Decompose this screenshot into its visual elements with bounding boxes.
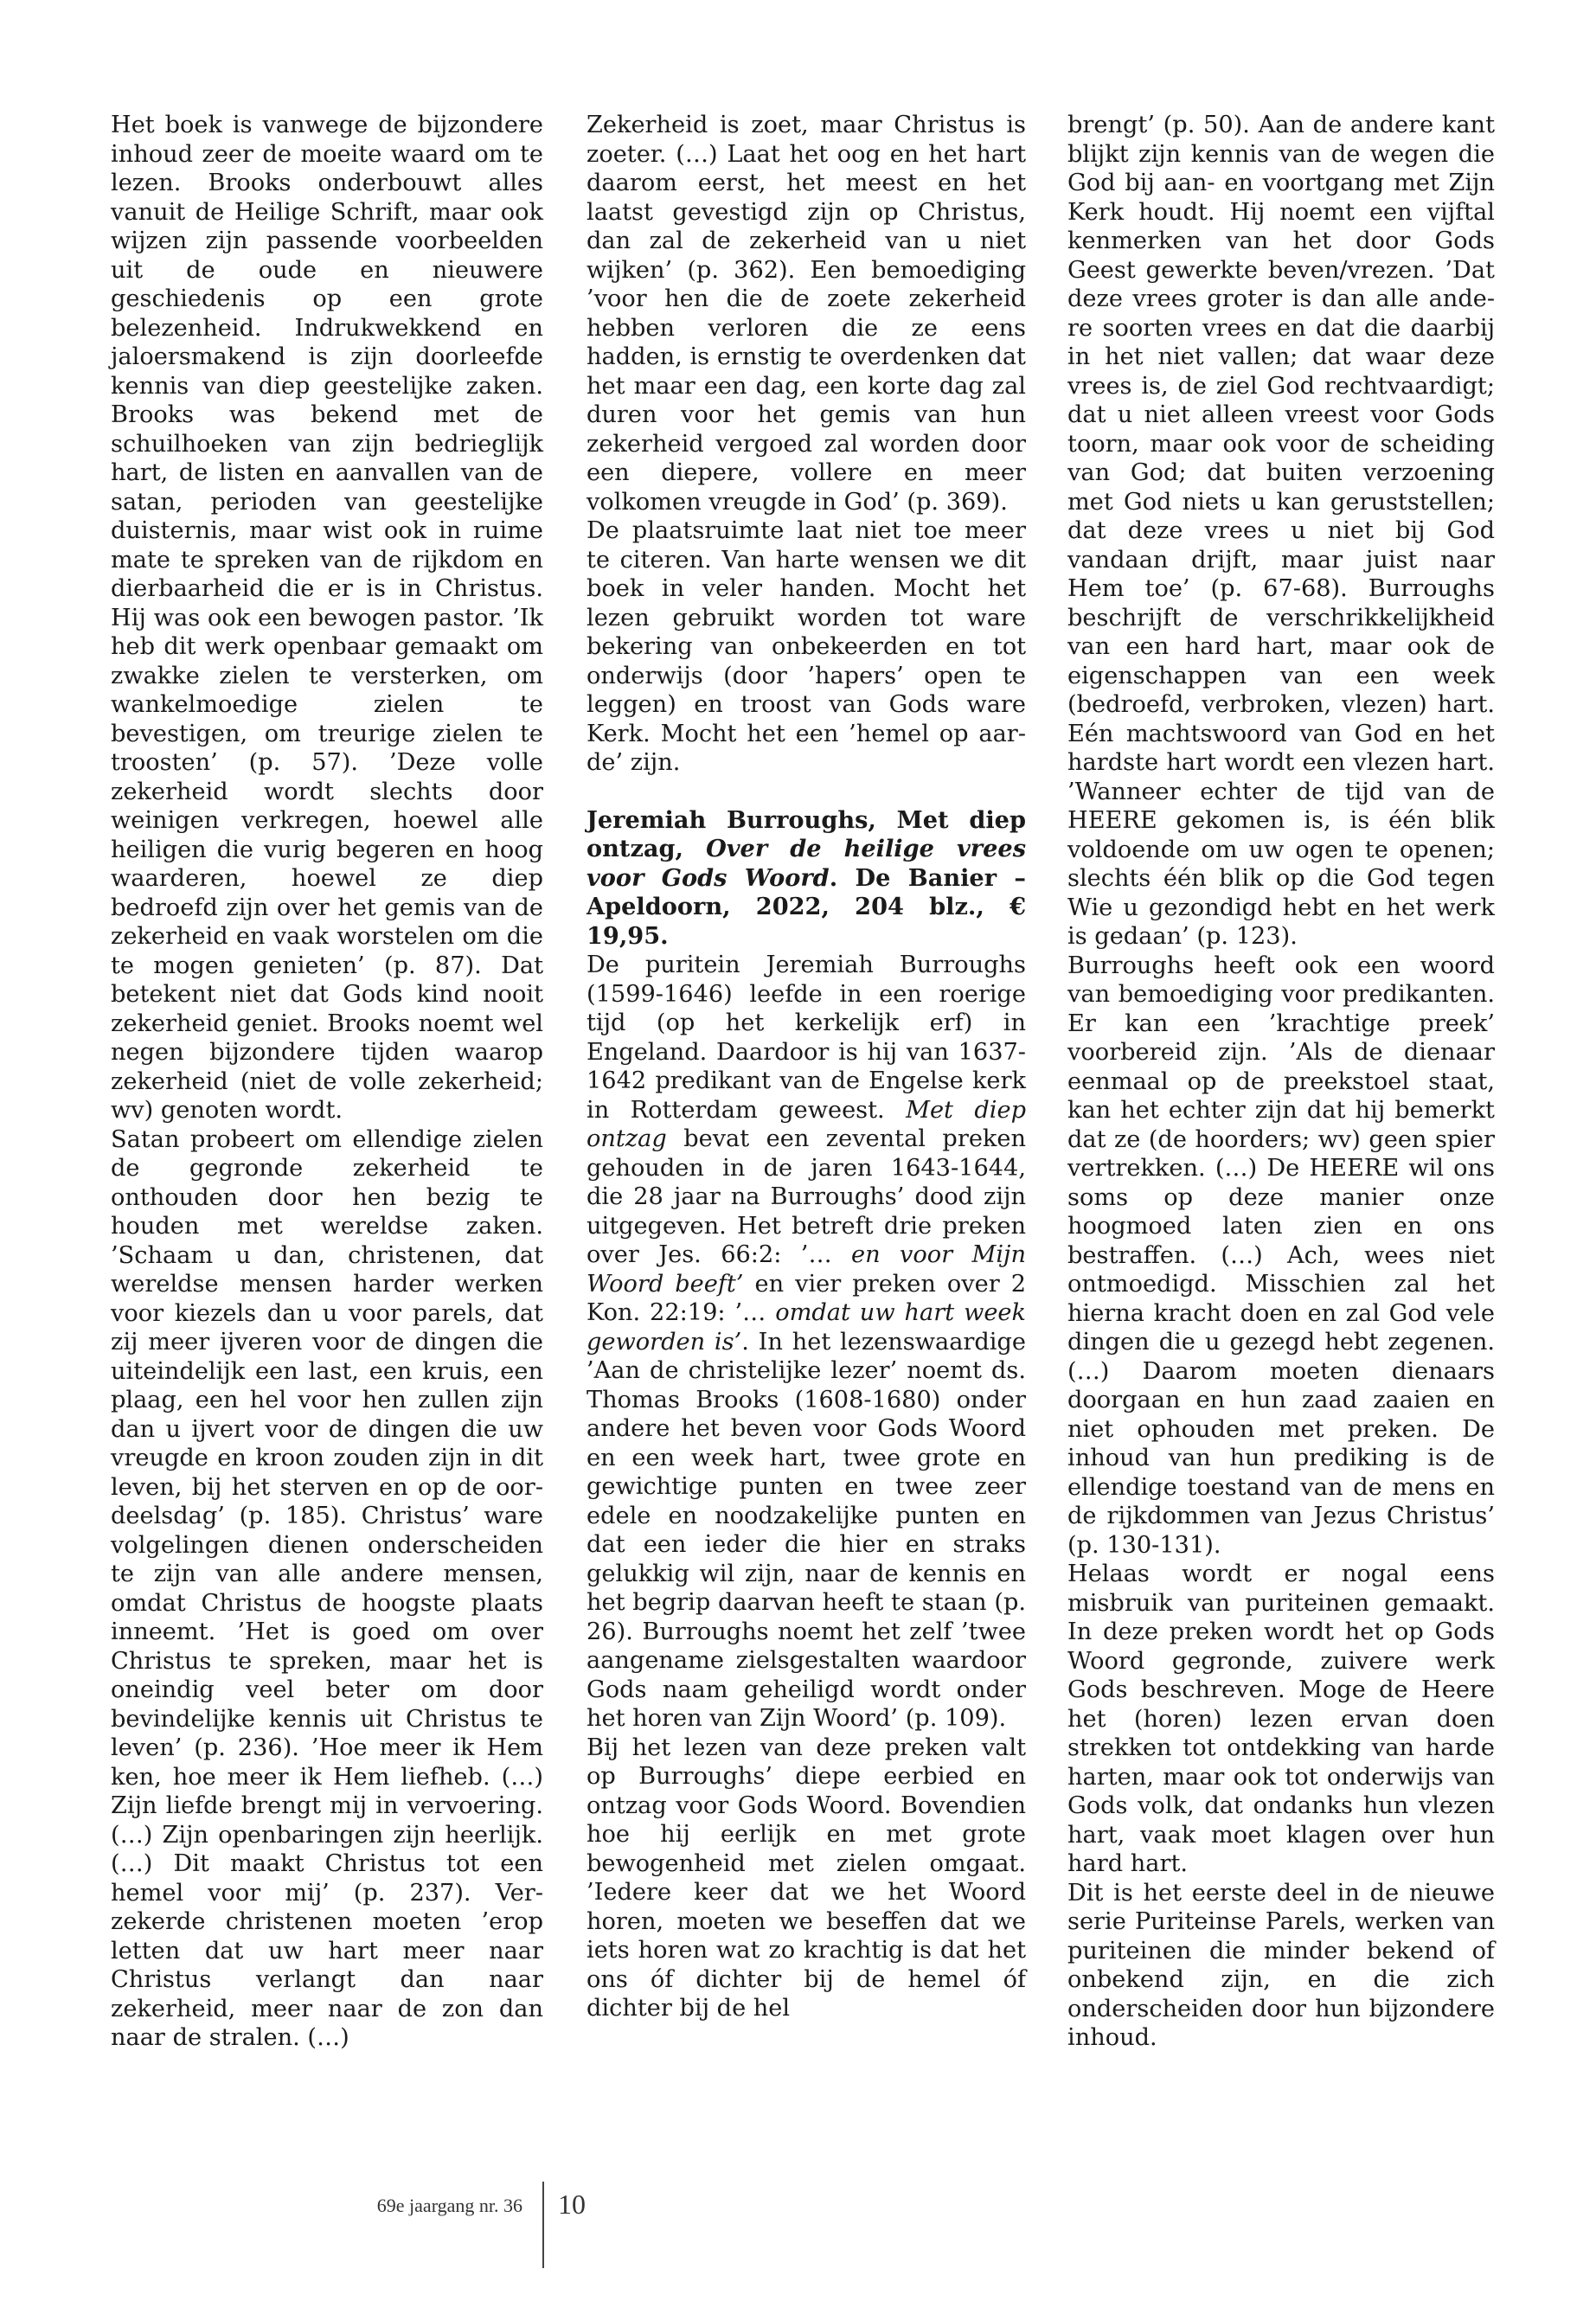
column-right [1067, 111, 1495, 2053]
paragraph: Zekerheid is zoet, maar Christus is zoeter. (…) Laat het oog en het hart daarom eerst, het meest en het laatst gevestigd zijn op Christus, dan zal de zekerheid van u niet wijken’ (p. 362). Een bemoediging ’voor hen die de zoete zekerheid hebben verloren die ze eens hadden, is ernstig te overdenken dat het maar een dag, een korte dag zal duren voor het gemis van hun zekerheid vergoed zal worden door een diepere, vollere en meer volkomen vreugde in God’ (p. 369). [586, 112, 1026, 516]
text-run: en vier preken over 2 Kon. 22:19: ’… [586, 1270, 1027, 1326]
scripture-quote: en voor Mijn Woord beeft’ [586, 1241, 1026, 1298]
paragraph [586, 951, 1026, 1734]
footer-issue: 69e jaargang nr. 36 [376, 2195, 522, 2216]
heading-author: Jeremiah Burroughs, Met diep ontzag, [586, 805, 1026, 862]
page-number: 10 [558, 2189, 586, 2220]
heading-publisher: . De Banier – Apeldoorn, 2022, 204 blz., € 19,95. [586, 863, 1026, 950]
book-review-heading [586, 806, 1026, 952]
paragraph: Het boek is vanwege de bijzondere inhoud zeer de moeite waard om te lezen. Brooks onderbouwt alles vanuit de Heilige Schrift, maar ook wijzen zijn passende voorbeelden uit de oude en nieuwere geschiedenis op een grote belezenheid. Indrukwekkend en jaloersmakend is zijn doorleefde kennis van diep geestelijke zaken. Brooks was bekend met de schuilhoeken van zijn bedrieglijk hart, de listen en aanvallen van de satan, perioden van geestelijke duisternis, maar wist ook in ruime mate te spreken van de rijkdom en dierbaarheid die er is in Christus. Hij was ook een bewogen pastor. ’Ik heb dit werk openbaar gemaakt om zwakke zielen te versterken, om wankelmoedige zielen te bevestigen, om treurige zielen te troosten’ (p. 57). ’Deze volle zekerheid wordt slechts door weinigen verkregen, hoewel alle heiligen die vurig begeren en hoog waarderen, hoewel ze diep bedroefd zijn over het gemis van de zekerheid en vaak worstelen om die te mogen genieten’ (p. 87). Dat betekent niet dat Gods kind nooit zekerheid geniet. Brooks noemt wel negen bijzondere tijden waarop zekerheid (niet de volle zekerheid; wv) genoten wordt. [111, 112, 543, 1124]
paragraph: Satan probeert om ellendige zielen de gegronde zekerheid te onthouden door hen bezig te houden met wereldse zaken. ’Schaam u dan, christenen, dat wereldse mensen harder werken voor kiezels dan u voor parels, dat zij meer ijveren voor de dingen die uiteindelijk een last, een kruis, een plaag, een hel voor hen zullen zijn dan u ijvert voor de dingen die uw vreugde en kroon zouden zijn in dit leven, bij het sterven en op de oordeelsdag’ (p. 185). Christus’ ware volgelingen dienen onderscheiden te zijn van alle andere mensen, omdat Christus de hoogste plaats inneemt. ’Het is goed om over Christus te spreken, maar het is oneindig veel beter om door bevindelijke kennis uit Christus te leven’ (p. 236). ’Hoe meer ik Hem ken, hoe meer ik Hem liefheb. (…) Zijn liefde brengt mij in vervoering. (…) Zijn openbaringen zijn heerlijk. (…) Dit maakt Christus tot een hemel voor mij’ (p. 237). Verzekerde christenen moeten ’erop letten dat uw hart meer naar Christus verlangt dan naar zekerheid, meer naar de zon dan naar de stralen. (…) [111, 1125, 543, 2051]
paragraph: Bij het lezen van deze preken valt op Burroughs’ diepe eerbied en ontzag voor Gods Woord. Bovendien hoe hij eerlijk en met grote bewogenheid met zielen omgaat. ’Iedere keer dat we het Woord horen, moeten we beseffen dat we iets horen wat zo krachtig is dat het ons óf dichter bij de hemel óf dichter bij de hel [586, 1734, 1026, 2022]
paragraph: brengt’ (p. 50). Aan de andere kant blijkt zijn kennis van de wegen die God bij aan- en voortgang met Zijn Kerk houdt. Hij noemt een vijftal kenmerken van het door Gods Geest gewerkte beven/vrezen. ’Dat deze vrees groter is dan alle andere soorten vrees en dat die daarbij in het niet vallen; dat waar deze vrees is, de ziel God rechtvaardigt; dat u niet alleen vreest voor Gods toorn, maar ook voor de scheiding van God; dat buiten verzoening met God niets u kan geruststellen; dat deze vrees u niet bij God vandaan drijft, maar juist naar Hem toe’ (p. 67-68). Burroughs beschrijft de verschrikkelijkheid van een hard hart, maar ook de eigenschappen van een week (bedroefd, verbroken, vlezen) hart. Eén machtswoord van God en het hardste hart wordt een vlezen hart. ’Wanneer echter de tijd van de HEERE gekomen is, is één blik voldoende om uw ogen te openen; slechts één blik op die God tegen Wie u gezondigd hebt en het werk is gedaan’ (p. 123). [1067, 112, 1495, 950]
text-run: bevat een zevental preken gehouden in de jaren 1643-1644, die 28 jaar na Burroughs’ dood zijn uitgegeven. Het betreft drie preken over Jes. 66:2: ’… [586, 1125, 1026, 1268]
column-middle [586, 111, 1026, 2023]
heading-book-title: Over de heilige vrees voor Gods Woord [586, 835, 1027, 892]
column-left [111, 111, 543, 2053]
paragraph: De plaatsruimte laat niet toe meer te citeren. Van harte wensen we dit boek in veler handen. Mocht het lezen gebruikt worden tot ware bekering van onbekeerden en tot onderwijs (door ’hapers’ open te leggen) en troost van Gods ware Kerk. Mocht het een ’hemel op aarde’ zijn. [586, 517, 1026, 776]
scripture-quote: omdat uw hart week geworden is’ [586, 1299, 1026, 1356]
footer-divider [542, 2182, 544, 2268]
paragraph: Dit is het eerste deel in de nieuwe serie Puriteinse Parels, werken van puriteinen die minder bekend of onbekend zijn, en die zich onderscheiden door hun bijzondere inhoud. [1067, 1879, 1495, 2051]
paragraph: Burroughs heeft ook een woord van bemoediging voor predikanten. Er kan een ’krachtige preek’ voorbereid zijn. ’Als de dienaar eenmaal op de preekstoel staat, kan het echter zijn dat hij bemerkt dat ze (de hoorders; wv) geen spier vertrekken. (…) De HEERE wil ons soms op deze manier onze hoogmoed laten zien en ons bestraffen. (…) Ach, wees niet ontmoedigd. Misschien zal het hierna kracht doen en zal God vele dingen die u gezegd hebt zegenen. (…) Daarom moeten dienaars doorgaan en hun zaad zaaien en niet ophouden met preken. De inhoud van hun prediking is de ellendige toestand van de mens en de rijkdommen van Jezus Christus’ (p. 130-131). [1067, 952, 1495, 1559]
text-run: De puritein Jeremiah Burroughs (1599-1646) leefde in een roerige tijd (op het kerkelijk erf) in Engeland. Daardoor is hij van 1637-1642 predikant van de Engelse kerk in Rotterdam geweest. [586, 952, 1026, 1124]
text-run: . In het lezenswaardige ’Aan de christelijke lezer’ noemt ds. Thomas Brooks (1608-1680) onder andere het beven voor Gods Woord en een week hart, twee grote en gewichtige punten en twee zeer edele en noodzakelijke punten en dat een ieder die hier en straks gelukkig wil zijn, naar de kennis en het begrip daarvan heeft te staan (p. 26). Burroughs noemt het zelf ’twee aangename zielsgestalten waardoor Gods naam geheiligd wordt onder het horen van Zijn Woord’ (p. 109). [586, 1328, 1026, 1732]
paragraph: Helaas wordt er nogal eens misbruik van puriteinen gemaakt. In deze preken wordt het op Gods Woord gegronde, zuivere werk Gods beschreven. Moge de Heere het (horen) lezen ervan doen strekken tot ontdekking van harde harten, maar ook tot onderwijs van Gods volk, dat ondanks hun vlezen hart, vaak moet klagen over hun hard hart. [1067, 1561, 1495, 1877]
book-title-italic: Met diep ontzag [586, 1096, 1026, 1152]
